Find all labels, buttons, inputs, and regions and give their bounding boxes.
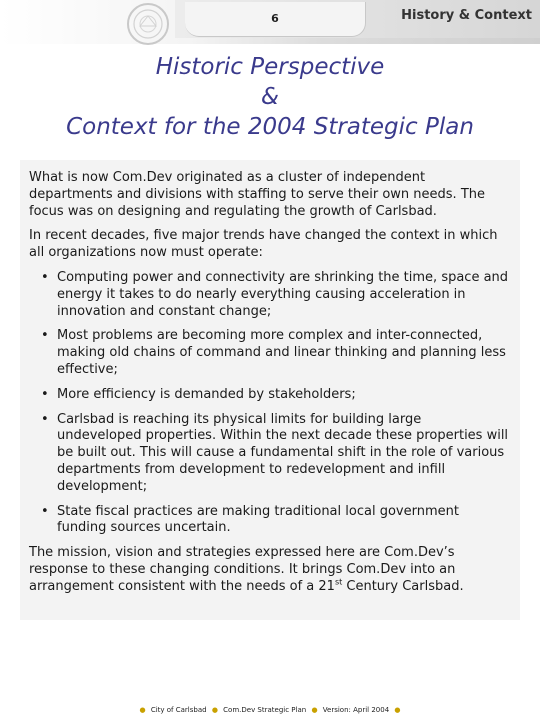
trend-text: State fiscal practices are making traditional local government funding sources uncertain. [57,503,459,536]
body-text [29,170,509,604]
closing-paragraph [29,545,509,595]
title-line-3: Context for the 2004 Strategic Plan [66,114,474,140]
footer-dot-icon: ● [211,706,218,714]
footer-version: Version: April 2004 [322,706,390,714]
trend-text: More efficiency is demanded by stakeholders; [57,386,356,402]
trends-intro-paragraph: In recent decades, five major trends have changed the context in which all organizations now must operate: [29,228,498,261]
footer-dot-icon: ● [139,706,146,714]
closing-text: The mission, vision and strategies expressed here are Com.Dev’s response to these changing conditions. It brings Com.Dev into an arrangement consistent with the needs of a 21 [29,545,456,594]
bullet-icon: • [41,328,49,344]
title-line-2: & [261,84,279,110]
trend-text: Most problems are becoming more complex and inter-connected, making old chains of command and linear thinking and planning less effective; [57,328,506,377]
bullet-icon: • [41,411,49,427]
trend-text: Carlsbad is reaching its physical limits for building large undeveloped properties. Within the next decade these properties will be built out. This will cause a fundamental shift in the role of various departments from development to redevelopment and infill development; [57,411,509,494]
footer-dot-icon: ● [394,706,401,714]
bullet-icon: • [41,503,49,519]
intro-paragraph: What is now Com.Dev originated as a cluster of independent departments and divisions with staffing to serve their own needs. The focus was on designing and regulating the growth of Carlsbad. [29,170,486,219]
section-title: History & Context [401,8,532,23]
footer-doc: Com.Dev Strategic Plan [223,706,307,714]
city-seal-icon [126,2,170,46]
page-number: 6 [271,12,279,25]
bullet-icon: • [41,386,49,402]
footer [0,706,540,714]
list-item [29,387,509,404]
list-item [29,504,509,538]
trend-text: Computing power and connectivity are shrinking the time, space and energy it takes to do nearly everything causing acceleration in innovation and constant change; [57,269,509,319]
footer-dot-icon: ● [311,706,318,714]
list-item [29,328,509,378]
footer-org: City of Carlsbad [150,706,207,714]
list-item [29,412,509,496]
bullet-icon: • [41,269,49,285]
trend-list [29,270,509,537]
list-item [29,270,509,320]
page-number-tab [185,2,366,37]
title-line-1: Historic Perspective [155,54,385,80]
closing-text-end: Century Carlsbad. [342,578,464,594]
ordinal-suffix: st [334,577,343,587]
page-title [0,52,540,142]
